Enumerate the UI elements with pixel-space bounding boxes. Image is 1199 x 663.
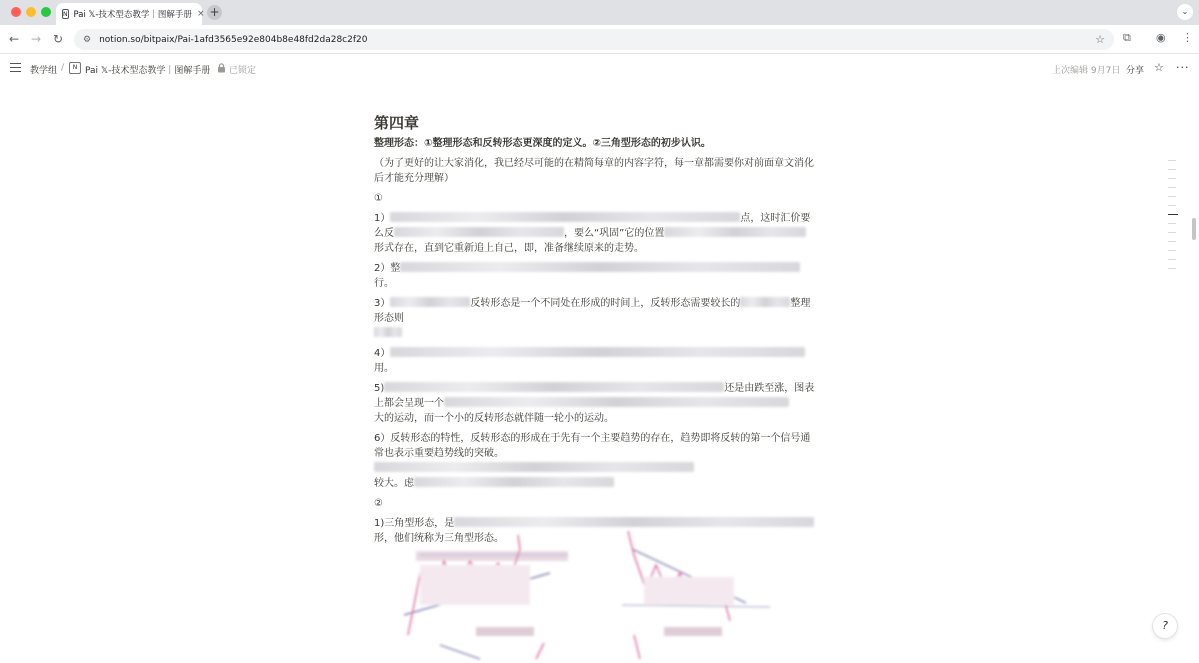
notion-favicon-icon: N: [63, 10, 68, 18]
blurred-text: [394, 227, 564, 237]
outline-item[interactable]: [1168, 268, 1176, 269]
p3-mid: 反转形态是一个不同处在形成的时间上，反转形态需要较长的: [470, 298, 741, 309]
chapter-subtitle: 整理形态：①整理形态和反转形态更深度的定义。②三角型形态的初步认识。: [374, 138, 711, 149]
last-edited-label[interactable]: 上次编辑 9月7日: [1052, 66, 1121, 76]
browser-tab-active[interactable]: [56, 3, 205, 25]
paragraph-1: [374, 211, 816, 256]
outline-item[interactable]: [1168, 169, 1176, 170]
paragraph-3: [374, 296, 816, 341]
outline-item[interactable]: [1168, 178, 1176, 179]
help-button[interactable]: ?: [1153, 614, 1177, 638]
triangle-diagram-svg: [400, 525, 780, 659]
blurred-text: [444, 397, 789, 407]
page-content: [374, 112, 816, 551]
p2-end: 行。: [374, 278, 394, 289]
outline-item[interactable]: [1168, 259, 1176, 260]
tab-search-button[interactable]: ⌄: [1177, 4, 1193, 20]
profile-icon[interactable]: ◉: [1156, 31, 1166, 44]
page-outline[interactable]: [1168, 160, 1178, 277]
minimize-window-button[interactable]: [26, 7, 36, 17]
new-tab-button[interactable]: +: [207, 5, 222, 20]
tab-title: Pai 𝕏-技术型态教学｜图解手册: [73, 10, 192, 20]
blurred-text: [414, 477, 614, 487]
bookmark-star-icon[interactable]: ☆: [1095, 33, 1105, 46]
p2-start: 2）整: [374, 263, 401, 274]
outline-item[interactable]: [1168, 223, 1176, 224]
locked-label[interactable]: 已锁定: [229, 66, 257, 76]
paragraph-5: [374, 381, 816, 426]
browser-menu-icon[interactable]: ⋮: [1182, 31, 1193, 44]
breadcrumb-workspace[interactable]: 教学组: [30, 66, 58, 76]
breadcrumb-page[interactable]: Pai 𝕏-技术型态教学｜图解手册: [85, 66, 211, 76]
extensions-icon[interactable]: ⧉: [1123, 31, 1131, 44]
p5-mid: 还是由跌至涨，图表上都会呈现一个: [374, 383, 815, 409]
browser-tabbar: [0, 0, 1199, 25]
chapter-heading: 第四章: [374, 114, 420, 132]
paragraph-6: [374, 431, 816, 491]
back-button[interactable]: ←: [8, 32, 20, 46]
close-window-button[interactable]: [11, 7, 21, 17]
close-tab-icon[interactable]: ×: [196, 9, 205, 19]
blurred-text: [374, 327, 402, 337]
blurred-text: [740, 297, 790, 307]
outline-item[interactable]: [1168, 241, 1176, 242]
blurred-text: [400, 262, 800, 272]
blurred-text: [374, 462, 694, 472]
p5-start: 5): [374, 383, 385, 394]
p7-start: 1)三角型形态，是: [374, 518, 455, 529]
scrollbar-thumb[interactable]: [1192, 218, 1196, 240]
paragraph-4: [374, 346, 816, 376]
share-button[interactable]: 分享: [1126, 66, 1145, 76]
outline-item[interactable]: [1168, 160, 1176, 161]
forward-button[interactable]: →: [30, 32, 42, 46]
paragraph-2: [374, 261, 816, 291]
outline-item[interactable]: [1168, 250, 1176, 251]
breadcrumb-separator: /: [61, 63, 65, 73]
intro-paragraph: （为了更好的让大家消化，我已经尽可能的在精简每章的内容字符，每一章都需要你对前面章文消化后才能充分理解）: [374, 158, 814, 184]
section-marker-1: ①: [374, 193, 383, 204]
outline-item-active[interactable]: [1168, 214, 1178, 215]
site-settings-icon[interactable]: ⚙: [83, 34, 92, 45]
lock-icon: [217, 63, 226, 76]
p1-end: 形式存在，直到它重新追上自己，即，准备继续原来的走势。: [374, 243, 644, 254]
p3-start: 3）: [374, 298, 391, 309]
favorite-star-icon[interactable]: ☆: [1154, 61, 1164, 74]
p1-mid2: ，要么“巩固”它的位置: [564, 228, 665, 239]
blurred-text: [390, 212, 740, 222]
page-icon: N: [69, 62, 81, 74]
p7-end: 形，他们统称为三角型形态。: [374, 533, 504, 544]
url-text[interactable]: notion.so/bitpaix/Pai-1afd3565e92e804b8e48fd2da28c2f20: [99, 34, 368, 45]
triangle-pattern-diagrams: [400, 525, 780, 659]
p5-end: 大的运动，而一个小的反转形态就伴随一轮小的运动。: [374, 413, 614, 424]
sidebar-menu-icon[interactable]: [10, 63, 21, 72]
p3-mid2: 整理形态则: [374, 298, 811, 324]
blurred-text: [390, 347, 805, 357]
notion-topbar: [0, 55, 1199, 83]
p4-start: 4）: [374, 348, 391, 359]
browser-toolbar: [0, 25, 1199, 54]
p1-start: 1）: [374, 213, 391, 224]
blurred-text: [664, 227, 806, 237]
maximize-window-button[interactable]: [41, 7, 51, 17]
outline-item[interactable]: [1168, 196, 1176, 197]
outline-item[interactable]: [1168, 205, 1176, 206]
p4-end: 用。: [374, 363, 394, 374]
p6-end: 较大。虑: [374, 478, 414, 489]
blurred-text: [384, 382, 724, 392]
outline-item[interactable]: [1168, 232, 1176, 233]
p6-start: 6）反转形态的特性，反转形态的形成在于先有一个主要趋势的存在，趋势即将反转的第一个信号通常也表示重要趋势线的突破。: [374, 433, 811, 459]
outline-item[interactable]: [1168, 187, 1176, 188]
p1-mid: 点，这时汇价要么反: [374, 213, 811, 239]
address-bar[interactable]: [74, 29, 1114, 50]
section-marker-2: ②: [374, 498, 383, 509]
blurred-text: [390, 297, 470, 307]
reload-button[interactable]: ↻: [52, 32, 64, 46]
more-options-icon[interactable]: ···: [1176, 61, 1190, 74]
